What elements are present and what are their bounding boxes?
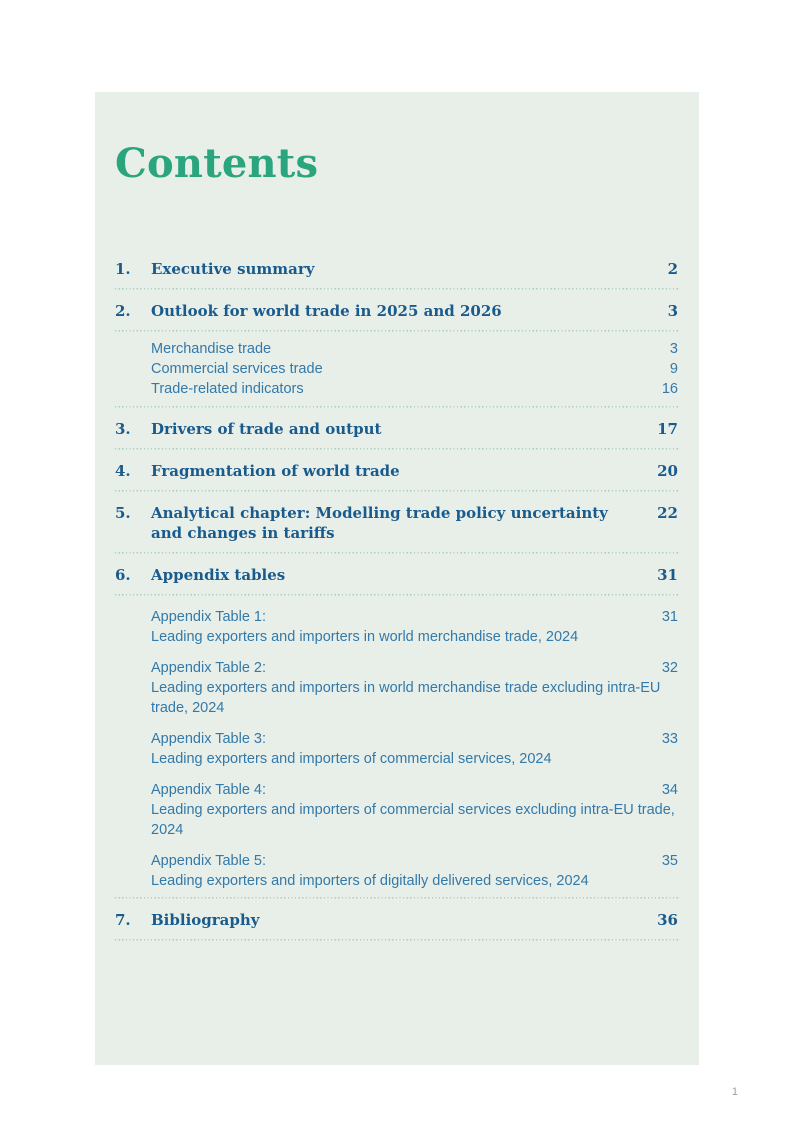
appendix-page-number: 31 [661,609,678,625]
page-title: Contents [115,140,319,187]
toc-entry[interactable] [115,248,678,288]
entry-label: Outlook for world trade in 2025 and 2026 [151,302,502,320]
subentry-page-number: 3 [669,341,678,357]
appendix-page-number: 33 [661,731,678,747]
entry-page-number: 36 [657,911,678,929]
appendix-entry-description: Leading exporters and importers of commercial services, 2024 [151,751,552,767]
contents-panel [95,92,699,1065]
entry-label: Bibliography [151,911,260,929]
toc-entry[interactable] [115,290,678,330]
appendix-entry-description: Leading exporters and importers in world merchandise trade excluding intra-EU trade, 2024 [151,680,661,716]
appendix-entry[interactable] [115,851,678,891]
toc-subsection-group [115,332,678,406]
appendix-entry[interactable] [115,780,678,840]
footer-page-number: 1 [731,1086,738,1098]
appendix-entry-text [151,851,678,891]
entry-label: Fragmentation of world trade [151,462,400,480]
entry-number: 3. [115,420,131,438]
entry-number: 7. [115,911,131,929]
entry-page-number: 3 [667,302,678,320]
entry-page-number: 17 [657,420,678,438]
entry-number: 6. [115,566,131,584]
appendix-entries-group [115,596,678,897]
entry-number: 5. [115,504,131,522]
toc-entry[interactable] [115,899,678,939]
entry-number: 4. [115,462,131,480]
appendix-entry-title: Appendix Table 3: [151,731,267,747]
toc-subentry[interactable] [115,339,678,359]
appendix-entry[interactable] [115,607,678,647]
appendix-entry-text [151,607,678,647]
appendix-entry-description: Leading exporters and importers of digitally delivered services, 2024 [151,873,589,889]
appendix-entry-description: Leading exporters and importers of commercial services excluding intra-EU trade, 2024 [151,802,675,838]
appendix-entry-text [151,729,678,769]
appendix-entry[interactable] [115,729,678,769]
entry-page-number: 2 [667,260,678,278]
entry-label: Drivers of trade and output [151,420,382,438]
appendix-entry-text [151,780,678,840]
entry-page-number: 20 [657,462,678,480]
appendix-entry-title: Appendix Table 4: [151,782,267,798]
appendix-entry-description: Leading exporters and importers in world merchandise trade, 2024 [151,629,579,645]
entry-label: Analytical chapter: Modelling trade policy uncertainty and changes in tariffs [151,504,608,542]
appendix-entry-title: Appendix Table 1: [151,609,267,625]
entry-label: Appendix tables [151,566,286,584]
toc-entry[interactable] [115,450,678,490]
entry-number: 2. [115,302,131,320]
toc-entry[interactable] [115,408,678,448]
subentry-page-number: 16 [661,381,678,397]
toc-subentry[interactable] [115,359,678,379]
subentry-label: Merchandise trade [151,341,272,357]
appendix-page-number: 35 [661,853,678,869]
subentry-page-number: 9 [669,361,678,377]
dotted-divider [115,939,678,941]
toc-entry[interactable] [115,492,678,552]
appendix-entry[interactable] [115,658,678,718]
entry-page-number: 22 [657,504,678,522]
entry-label: Executive summary [151,260,315,278]
subentry-label: Commercial services trade [151,361,323,377]
entry-page-number: 31 [657,566,678,584]
appendix-entry-text [151,658,678,718]
table-of-contents [115,248,678,941]
appendix-entry-title: Appendix Table 5: [151,853,267,869]
toc-subentry[interactable] [115,379,678,399]
subentry-label: Trade-related indicators [151,381,304,397]
entry-number: 1. [115,260,131,278]
appendix-page-number: 32 [661,660,678,676]
appendix-entry-title: Appendix Table 2: [151,660,267,676]
toc-entry[interactable] [115,554,678,594]
appendix-page-number: 34 [661,782,678,798]
